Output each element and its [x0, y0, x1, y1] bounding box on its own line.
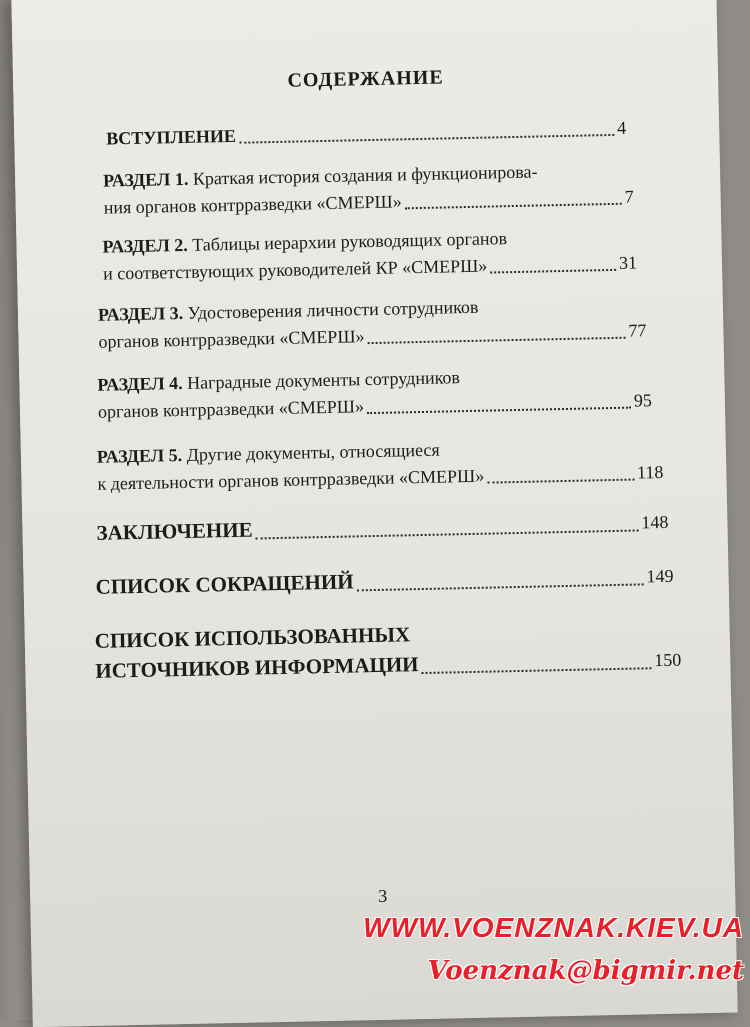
leader-dots	[239, 134, 614, 144]
toc-entry-section-5[interactable]	[97, 432, 664, 498]
toc-page-number: 118	[636, 461, 664, 483]
toc-entry-title: ЗАКЛЮЧЕНИЕ	[96, 517, 253, 545]
toc-section-label: РАЗДЕЛ 2.	[102, 234, 188, 257]
toc-entry-text: Наградные документы сотрудников	[186, 367, 461, 393]
toc-page-number: 77	[628, 320, 647, 341]
toc-section-label: РАЗДЕЛ 1.	[102, 168, 189, 191]
leader-dots	[368, 337, 626, 344]
toc-entry-title: СПИСОК СОКРАЩЕНИЙ	[95, 569, 354, 599]
leader-dots	[487, 479, 634, 484]
leader-dots	[256, 529, 639, 539]
toc-entry-text: ния органов контрразведки «СМЕРШ»	[103, 191, 402, 218]
toc-page-number: 7	[624, 186, 634, 207]
toc-entry-section-4[interactable]	[97, 360, 652, 426]
toc-entry-section-2[interactable]	[102, 222, 637, 287]
toc-entry-title: ВСТУПЛЕНИЕ	[106, 125, 237, 149]
toc-entry-sources[interactable]	[94, 614, 681, 687]
toc-entry-text: Удостоверения личности сотрудников	[187, 296, 479, 323]
toc-page-number: 4	[616, 117, 627, 138]
toc-page-number: 148	[641, 511, 669, 533]
watermark-email: Voenznak@bigmir.net	[427, 956, 744, 986]
toc-entry-text: и соответствующих руководителей КР «СМЕРШ»	[102, 255, 488, 284]
leader-dots	[422, 667, 652, 674]
toc-entry-text: к деятельности органов контрразведки «СМЕРШ»	[97, 465, 485, 494]
watermark-site: WWW.VOENZNAK.KIEV.UA	[363, 912, 744, 943]
book-page	[11, 0, 737, 1027]
toc-entry-title: СПИСОК ИСПОЛЬЗОВАННЫХ	[94, 622, 411, 653]
toc-entry-text: органов контрразведки «СМЕРШ»	[98, 326, 365, 352]
toc-heading: СОДЕРЖАНИЕ	[287, 66, 444, 92]
toc-section-label: РАЗДЕЛ 4.	[97, 372, 183, 395]
toc-entry-text: Таблицы иерархии руководящих органов	[192, 228, 508, 255]
toc-page-number: 31	[618, 252, 638, 273]
leader-dots	[357, 583, 644, 591]
leader-dots	[367, 407, 631, 415]
toc-entry-section-1[interactable]	[103, 157, 634, 222]
toc-entry-text: Краткая история создания и функционирова-	[192, 161, 538, 189]
toc-section-label: РАЗДЕЛ 3.	[97, 302, 184, 325]
toc-entry-text: органов контрразведки «СМЕРШ»	[97, 396, 365, 422]
toc-page-number: 150	[654, 649, 682, 671]
toc-entry-conclusion[interactable]	[96, 506, 669, 549]
toc-entry-introduction[interactable]	[106, 115, 626, 153]
leader-dots	[405, 203, 622, 210]
toc-entry-section-3[interactable]	[98, 290, 647, 355]
toc-section-label: РАЗДЕЛ 5.	[96, 445, 183, 467]
toc-page-number: 149	[646, 565, 674, 587]
toc-entry-text: Другие документы, относящиеся	[186, 439, 440, 465]
page-number: 3	[377, 885, 388, 907]
leader-dots	[490, 269, 616, 274]
toc-entry-abbreviations[interactable]	[95, 560, 674, 603]
toc-entry-title: ИСТОЧНИКОВ ИНФОРМАЦИИ	[95, 652, 419, 683]
toc-page-number: 95	[633, 390, 653, 411]
